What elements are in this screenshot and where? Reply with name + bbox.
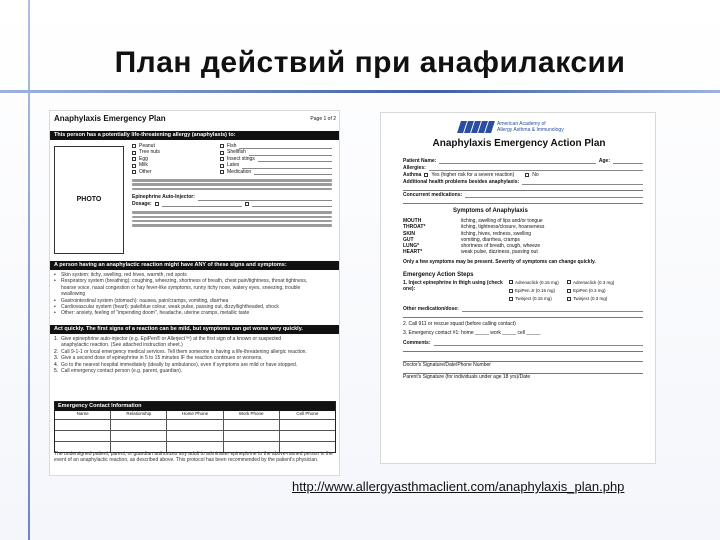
- contact-table-header: [55, 411, 335, 419]
- rule-line: [403, 346, 643, 352]
- checkbox[interactable]: [132, 164, 136, 168]
- allergen-label: Peanut: [139, 142, 155, 149]
- doctor-signature-label: Doctor's Signature/Date/Phone Number: [403, 361, 491, 368]
- checkbox[interactable]: [155, 202, 159, 206]
- medications-field[interactable]: [403, 191, 643, 198]
- checkbox[interactable]: [220, 157, 224, 161]
- symptom-item: swallowing: [61, 291, 86, 298]
- fill-line: [429, 166, 643, 171]
- action-item: 3. Give a second dose of epinephrine in 5 to 15 minutes IF the reaction continues or worsens.: [54, 355, 263, 362]
- action-item: anaphylactic reaction. (See attached instruction sheet.): [61, 342, 183, 349]
- field-label: Patient Name:: [403, 157, 437, 164]
- checkbox[interactable]: [220, 151, 224, 155]
- doc1-page-label: Page 1 of 2: [310, 116, 336, 122]
- field-label: Concurrent medications:: [403, 191, 463, 198]
- field-label: Age:: [598, 157, 610, 164]
- allergen-label: Shellfish: [227, 149, 246, 156]
- allergen-label: Tree nuts: [139, 149, 160, 156]
- doc1-allergen-checklist: [132, 143, 332, 229]
- fill-line: [162, 202, 242, 207]
- dose-options: [509, 280, 619, 303]
- step-three: 3. Emergency contact #1: home _____ work _____ cell _____: [403, 329, 541, 336]
- slide-title-rule: [0, 90, 720, 93]
- doc1-note-line: [132, 220, 332, 223]
- allergen-label: Latex: [227, 162, 240, 169]
- column-header: Name: [55, 411, 111, 419]
- aaaai-logo-icon: [459, 121, 493, 133]
- checkbox[interactable]: [567, 297, 571, 301]
- checkbox[interactable]: [132, 170, 136, 174]
- symptom-item: • Skin system: itchy, swelling, red hives, warmth, red spots: [54, 272, 187, 278]
- symptom-item: • Other: anxiety, feeling of "impending doom", headache, uterine cramps, metallic taste: [54, 310, 250, 317]
- epinephrine-label: Epinephrine Auto-Injector:: [132, 194, 195, 201]
- doc1-note-line: [132, 211, 332, 214]
- comments-field[interactable]: [403, 339, 643, 346]
- column-header: Work Phone: [224, 411, 280, 419]
- rule-line: [403, 198, 643, 204]
- table-row[interactable]: [55, 419, 335, 430]
- allergen-label: Insect stings: [227, 155, 255, 162]
- doc1-action-list: [54, 336, 336, 374]
- dose-option[interactable]: Adrenaclick (0.3 mg): [567, 280, 617, 286]
- parent-signature-label: Parent's Signature (for individuals under age 18 yrs)/Date: [403, 374, 531, 381]
- fill-line: [522, 180, 643, 185]
- contact-table-title: Emergency Contact Information: [55, 402, 335, 411]
- fill-line: [242, 164, 332, 169]
- doc1-symptoms-list: [54, 272, 336, 317]
- allergen-label: Milk: [139, 162, 148, 169]
- doc1-note-line: [132, 224, 332, 227]
- field-label: Other medication/dose:: [403, 306, 459, 313]
- symptom-description: itching, swelling of lips and/or tongue: [461, 218, 543, 225]
- doc1-note-line: [132, 188, 332, 191]
- asthma-yes-label: Yes (higher risk for a severe reaction): [431, 171, 515, 178]
- additional-problems-field[interactable]: [403, 178, 643, 185]
- dose-option[interactable]: EpiPen Jr (0.15 mg): [509, 288, 559, 294]
- checkbox[interactable]: [245, 202, 249, 206]
- fill-line: [254, 170, 332, 175]
- anaphylaxis-emergency-plan-document: [49, 110, 340, 476]
- symptoms-table: [403, 218, 643, 255]
- checkbox[interactable]: [567, 289, 571, 293]
- body-part: SKIN: [403, 230, 415, 237]
- symptom-item: • Cardiovascular system (heart): pale/blue colour, weak pulse, passing out, dizzy/lightheaded, shock: [54, 304, 279, 311]
- doc1-title: Anaphylaxis Emergency Plan: [54, 114, 166, 123]
- step-two: 2. Call 911 or rescue squad (before calling contact): [403, 321, 516, 328]
- asthma-no-label: No: [532, 171, 539, 178]
- body-part: THROAT*: [403, 224, 426, 231]
- allergies-field[interactable]: [403, 164, 643, 171]
- action-steps-title: Emergency Action Steps: [403, 271, 474, 278]
- allergen-label: Other: [139, 168, 152, 175]
- symptom-item: • Gastrointestinal system (stomach): nausea, pain/cramps, vomiting, diarrhea: [54, 297, 229, 304]
- fill-line: [252, 202, 332, 207]
- fill-line: [439, 159, 596, 164]
- checkbox[interactable]: [132, 144, 136, 148]
- action-item: 2. Call 9-1-1 or local emergency medical services. Tell them someone is having a life-threatening allergic reaction.: [54, 348, 307, 355]
- checkbox[interactable]: [525, 173, 529, 177]
- symptom-description: weak pulse, dizziness, passing out: [461, 249, 538, 256]
- fill-line: [462, 307, 643, 312]
- dose-option[interactable]: Twinject (0.15 mg): [509, 296, 559, 302]
- doc1-allergy-banner: This person has a potentially life-threatening allergy (anaphylaxis) to:: [50, 131, 340, 140]
- action-item: 1. Give epinephrine auto-injector (e.g. EpiPen® or Allerject™) at the first sign of a known or suspected: [54, 336, 282, 342]
- source-link[interactable]: http://www.allergyasthmaclient.com/anaphylaxis_plan.php: [292, 479, 625, 494]
- allergen-label: Medication: [227, 168, 252, 175]
- checkbox[interactable]: [220, 144, 224, 148]
- doc1-action-banner: Act quickly. The first signs of a reaction can be mild, but symptoms can get worse very quickly.: [50, 325, 340, 334]
- inject-label: 1. Inject epinephrine in thigh using (check one):: [403, 279, 503, 293]
- dose-option[interactable]: EpiPen (0.3 mg): [567, 288, 617, 294]
- checkbox[interactable]: [509, 297, 513, 301]
- symptom-description: vomiting, diarrhea, cramps: [461, 236, 520, 243]
- column-header: Home Phone: [167, 411, 223, 419]
- checkbox[interactable]: [132, 151, 136, 155]
- body-part: GUT: [403, 236, 414, 243]
- body-part: HEART*: [403, 249, 423, 256]
- field-label: Additional health problems besides anaphylaxis:: [403, 178, 520, 185]
- doc1-symptoms-banner: A person having an anaphylactic reaction might have ANY of these signs and symptoms:: [50, 261, 340, 270]
- symptom-item: • Respiratory system (breathing): coughing, wheezing, shortness of breath, chest pain/tightness, throat tightness,: [54, 278, 308, 285]
- dosage-label: Dosage:: [132, 200, 152, 207]
- checkbox[interactable]: [509, 289, 513, 293]
- dose-option[interactable]: Twinject (0.3 mg): [567, 296, 617, 302]
- table-row[interactable]: [55, 430, 335, 441]
- fill-line: [198, 196, 332, 201]
- checkbox[interactable]: [132, 157, 136, 161]
- doc1-note-line: [132, 216, 332, 219]
- symptom-description: itching, tightness/closure, hoarseness: [461, 224, 545, 231]
- symptom-description: shortness of breath, cough, wheeze: [461, 243, 541, 250]
- allergen-label: Egg: [139, 155, 148, 162]
- aaaai-anaphylaxis-action-plan-document: [380, 112, 656, 464]
- fill-line: [465, 193, 643, 198]
- column-header: Relationship: [111, 411, 167, 419]
- column-header: Cell Phone: [296, 411, 319, 416]
- action-item: 5. Call emergency contact person (e.g. parent, guardian).: [54, 368, 183, 375]
- symptom-item: hoarse voice, nasal congestion or hay fever-like symptoms, runny itchy nose, watery eyes, sneezing, trouble: [61, 284, 301, 291]
- doc1-note-line: [132, 183, 332, 186]
- emergency-contact-table: [54, 401, 336, 453]
- other-med-field[interactable]: [403, 305, 643, 312]
- slide-title: План действий при анафилаксии: [114, 46, 626, 79]
- checkbox[interactable]: [509, 280, 513, 284]
- symptoms-title: Symptoms of Anaphylaxis: [453, 208, 528, 214]
- field-label: Asthma: [403, 171, 422, 178]
- symptoms-note: Only a few symptoms may be present. Severity of symptoms can change quickly.: [403, 259, 596, 266]
- allergen-option[interactable]: [132, 169, 202, 175]
- photo-label: PHOTO: [76, 195, 102, 203]
- dosage-field[interactable]: [132, 201, 332, 207]
- allergen-label: Fish: [227, 142, 237, 149]
- doc2-title: Anaphylaxis Emergency Action Plan: [432, 138, 606, 149]
- action-item: 4. Go to the nearest hospital immediately (ideally by ambulance), even if symptoms are mild or have stopped.: [54, 361, 298, 368]
- fill-line: [613, 159, 643, 164]
- symptom-description: itching, hives, redness, swelling: [461, 230, 532, 237]
- asthma-field[interactable]: [403, 171, 643, 178]
- inject-step: [403, 280, 643, 303]
- dose-option[interactable]: Adrenaclick (0.15 mg): [509, 280, 559, 286]
- doc2-form-body: [403, 157, 643, 380]
- doc1-note-line: [132, 179, 332, 182]
- doc1-footer: The undersigned patient, parent, or guardian authorizes any adult to administer epinephrine to the above-named person in the event of an anaphylactic reaction, as described above. This protocol has been recommended by the patient's physician.: [54, 451, 333, 464]
- rule-line: [403, 312, 643, 318]
- fill-line: [258, 157, 332, 162]
- aaaai-logo: [459, 121, 564, 133]
- field-label: Allergies:: [403, 164, 426, 171]
- body-part: MOUTH: [403, 218, 422, 225]
- fill-line: [249, 151, 332, 156]
- photo-placeholder: [54, 146, 124, 254]
- fill-line: [239, 144, 332, 149]
- doc1-header: [54, 116, 336, 122]
- checkbox[interactable]: [424, 173, 428, 177]
- checkbox[interactable]: [220, 164, 224, 168]
- checkbox[interactable]: [220, 170, 224, 174]
- body-part: LUNG*: [403, 243, 420, 250]
- slide-frame-left: [28, 0, 30, 540]
- checkbox[interactable]: [567, 280, 571, 284]
- field-label: Comments:: [403, 339, 431, 346]
- fill-line: [434, 341, 643, 346]
- epinephrine-field[interactable]: [132, 194, 332, 200]
- allergen-option[interactable]: [220, 169, 332, 175]
- aaaai-logo-text: American Academy of Allergy Asthma & Immunology: [497, 121, 564, 133]
- patient-name-field[interactable]: [403, 157, 643, 164]
